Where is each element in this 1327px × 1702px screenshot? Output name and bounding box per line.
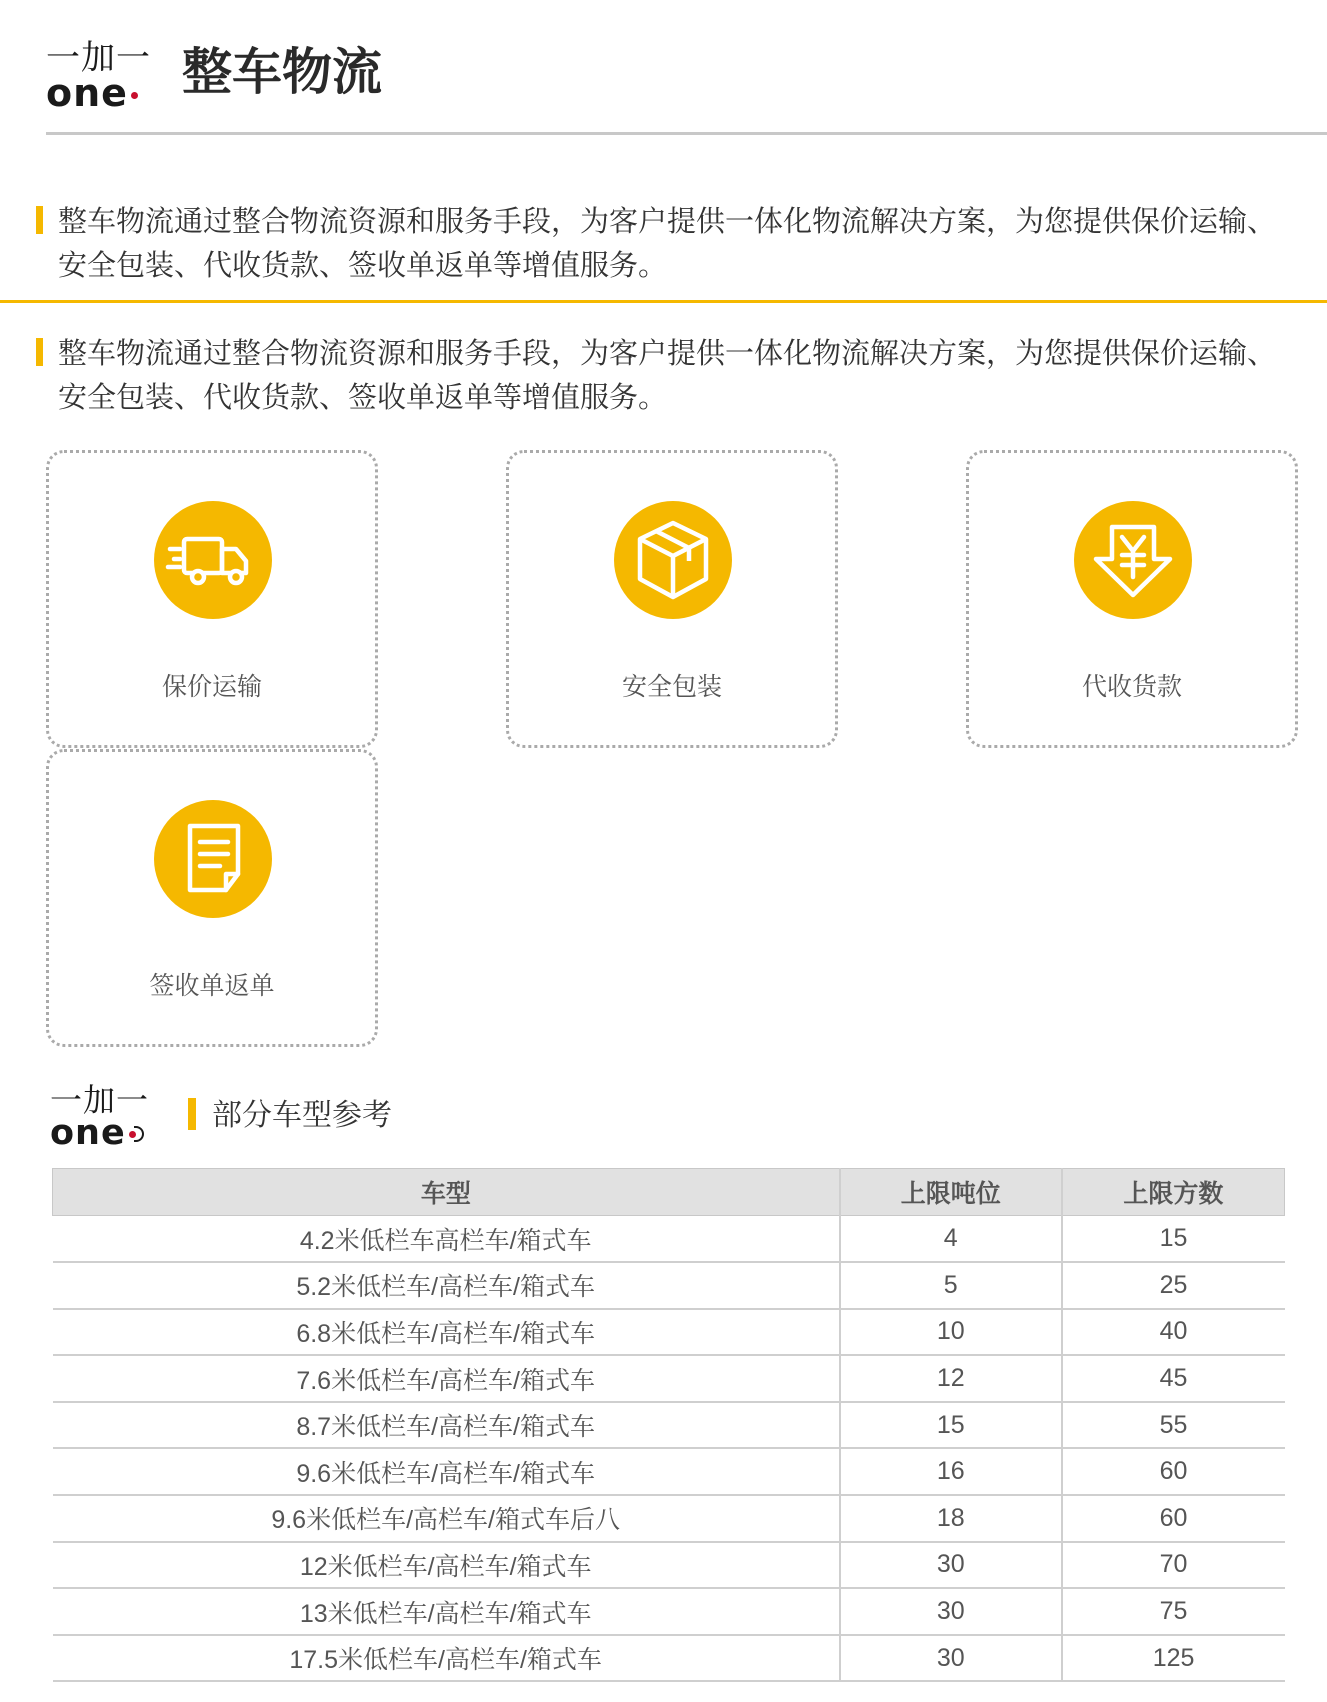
intro-text: 整车物流通过整合物流资源和服务手段，为客户提供一体化物流解决方案，为您提供保价运输、安全包装、代收货款、签收单返单等增值服务。: [58, 206, 1277, 282]
cell-max-tonnage: 16: [840, 1448, 1062, 1495]
cell-vehicle-type: 9.6米低栏车/高栏车/箱式车: [53, 1448, 840, 1495]
cell-vehicle-type: 4.2米低栏车高栏车/箱式车: [53, 1216, 840, 1263]
cell-vehicle-type: 6.8米低栏车/高栏车/箱式车: [53, 1309, 840, 1356]
service-label: 代收货款: [1081, 673, 1182, 701]
vehicle-types-table: [52, 1168, 1285, 1682]
brand-logo[interactable]: [46, 38, 164, 115]
cell-max-volume: 125: [1062, 1635, 1285, 1682]
logo-chinese-text: 一加一: [46, 38, 151, 78]
service-card-cash-on-delivery[interactable]: [966, 450, 1298, 748]
table-row: [53, 1216, 1285, 1263]
logo-english-word: one: [50, 1113, 126, 1153]
intro-text: 整车物流通过整合物流资源和服务手段，为客户提供一体化物流解决方案，为您提供保价运输、安全包装、代收货款、签收单返单等增值服务。: [58, 338, 1277, 414]
cell-max-tonnage: 12: [840, 1355, 1062, 1402]
cell-max-volume: 40: [1062, 1309, 1285, 1356]
cell-max-tonnage: 30: [840, 1542, 1062, 1589]
table-row: [53, 1635, 1285, 1682]
service-card-receipt-return[interactable]: [46, 749, 378, 1047]
service-card-insured-transport[interactable]: [46, 450, 378, 748]
cell-max-volume: 60: [1062, 1448, 1285, 1495]
section-divider: [0, 300, 1327, 303]
yuan-payment-icon: [1074, 501, 1192, 619]
service-label: 安全包装: [621, 673, 722, 701]
document-receipt-icon: [154, 800, 272, 918]
cell-max-volume: 15: [1062, 1216, 1285, 1263]
cell-max-volume: 55: [1062, 1402, 1285, 1449]
cell-vehicle-type: 12米低栏车/高栏车/箱式车: [53, 1542, 840, 1589]
column-header-max-volume: 上限方数: [1062, 1169, 1285, 1216]
intro-paragraph-1: [36, 200, 1296, 288]
cell-max-tonnage: 30: [840, 1635, 1062, 1682]
cell-max-tonnage: 15: [840, 1402, 1062, 1449]
service-card-safe-packaging[interactable]: [506, 450, 838, 748]
table-row: [53, 1542, 1285, 1589]
cell-max-tonnage: 18: [840, 1495, 1062, 1542]
cell-vehicle-type: 13米低栏车/高栏车/箱式车: [53, 1588, 840, 1635]
service-label: 保价运输: [161, 673, 262, 701]
cell-vehicle-type: 9.6米低栏车/高栏车/箱式车后八: [53, 1495, 840, 1542]
cell-vehicle-type: 7.6米低栏车/高栏车/箱式车: [53, 1355, 840, 1402]
page-title: 整车物流: [182, 44, 382, 100]
cell-vehicle-type: 8.7米低栏车/高栏车/箱式车: [53, 1402, 840, 1449]
column-header-vehicle-type: 车型: [53, 1169, 840, 1216]
cell-vehicle-type: 5.2米低栏车/高栏车/箱式车: [53, 1262, 840, 1309]
intro-accent-bar: [36, 206, 43, 234]
column-header-max-tonnage: 上限吨位: [840, 1169, 1062, 1216]
brand-logo-secondary[interactable]: [50, 1081, 170, 1153]
header-divider: [46, 132, 1327, 135]
cell-max-volume: 70: [1062, 1542, 1285, 1589]
delivery-truck-icon: [154, 501, 272, 619]
table-header-row: [53, 1169, 1285, 1216]
logo-english-text: [46, 71, 164, 115]
table-row: [53, 1448, 1285, 1495]
logo-english-word: one: [46, 71, 128, 115]
service-label: 签收单返单: [149, 972, 275, 1000]
table-row: [53, 1262, 1285, 1309]
table-row: [53, 1588, 1285, 1635]
cell-max-tonnage: 4: [840, 1216, 1062, 1263]
cell-max-tonnage: 5: [840, 1262, 1062, 1309]
table-row: [53, 1309, 1285, 1356]
section-title: 部分车型参考: [212, 1099, 392, 1132]
logo-arc-icon: [134, 1126, 144, 1142]
cell-max-volume: 45: [1062, 1355, 1285, 1402]
cell-max-volume: 60: [1062, 1495, 1285, 1542]
intro-accent-bar: [36, 338, 43, 366]
table-row: [53, 1402, 1285, 1449]
table-row: [53, 1355, 1285, 1402]
cell-max-volume: 75: [1062, 1588, 1285, 1635]
cell-max-volume: 25: [1062, 1262, 1285, 1309]
table-row: [53, 1495, 1285, 1542]
page-header: [46, 30, 1327, 140]
cell-max-tonnage: 10: [840, 1309, 1062, 1356]
cell-max-tonnage: 30: [840, 1588, 1062, 1635]
cell-vehicle-type: 17.5米低栏车/高栏车/箱式车: [53, 1635, 840, 1682]
logo-chinese-text: 一加一: [50, 1081, 150, 1119]
logo-english-text: [50, 1113, 170, 1153]
logo-dot-icon: [131, 92, 138, 99]
section-accent-bar: [188, 1098, 196, 1130]
intro-paragraph-2: [36, 332, 1296, 420]
package-box-icon: [614, 501, 732, 619]
